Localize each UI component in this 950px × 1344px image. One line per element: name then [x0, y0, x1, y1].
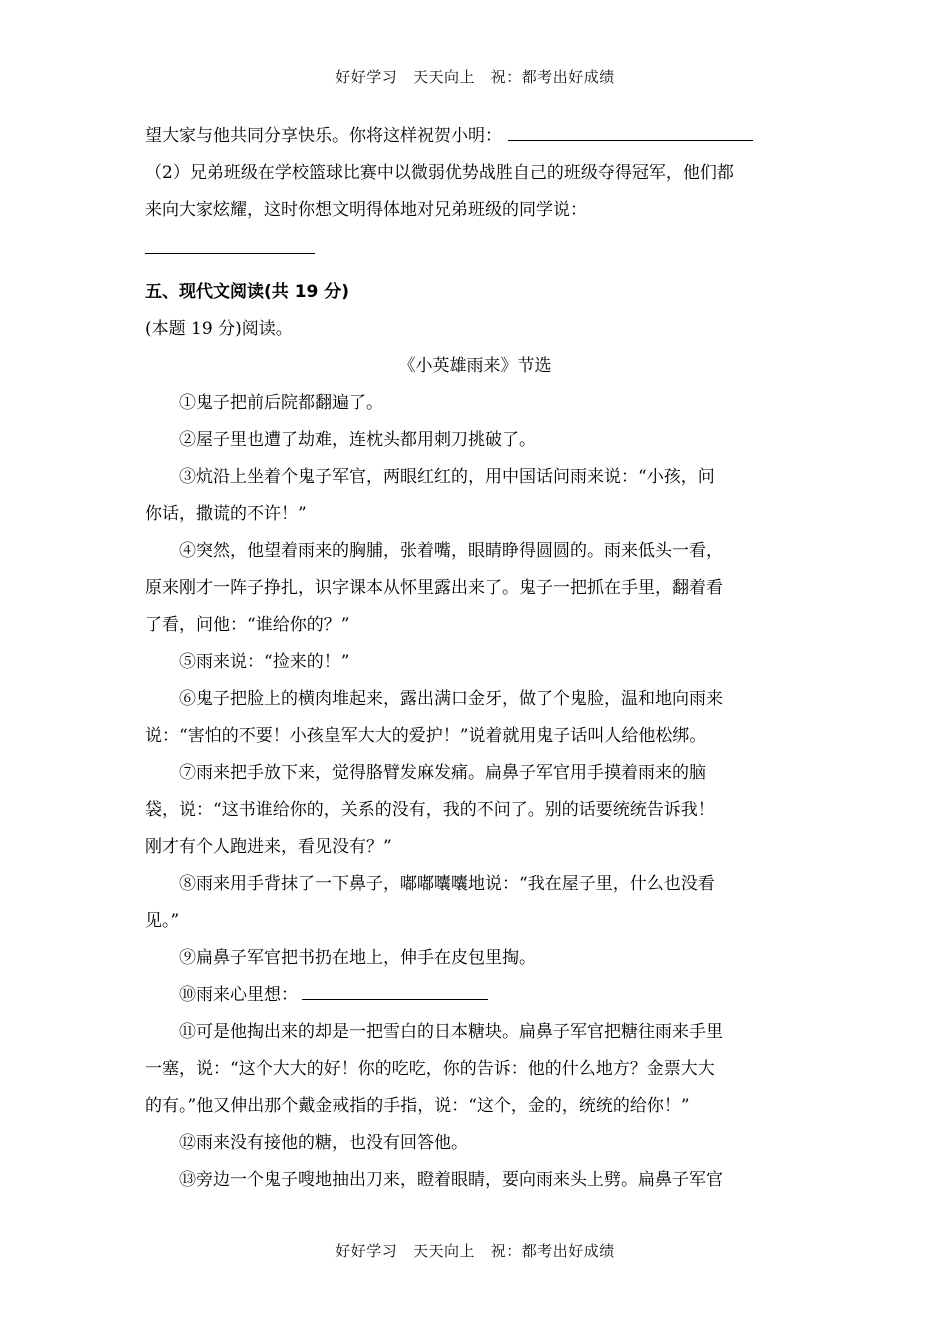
section5-title: 五、现代文阅读(共 19 分)	[145, 282, 350, 302]
question4-item2-line2: 来向大家炫耀，这时你想文明得体地对兄弟班级的同学说：	[145, 200, 587, 220]
header-text: 好好学习 天天向上 祝：都考出好成绩	[335, 68, 615, 86]
paragraph-7-line2: 袋，说：“这书谁给你的，关系的没有，我的不问了。别的话要统统告诉我！	[145, 800, 715, 820]
paragraph-10: ⑩雨来心里想：	[145, 977, 805, 1014]
paragraph-11-line2: 一塞，说：“这个大大的好！你的吃吃，你的告诉：他的什么地方？金票大大	[145, 1059, 715, 1079]
paragraph-8-line1: ⑧雨来用手背抹了一下鼻子，嘟嘟囔囔地说：“我在屋子里，什么也没看	[179, 874, 715, 894]
paragraph-7-line1: ⑦雨来把手放下来，觉得胳臂发麻发痛。扁鼻子军官用手摸着雨来的脑	[179, 763, 706, 783]
paragraph-8-line2: 见。”	[145, 911, 180, 931]
paragraph-1: ①鬼子把前后院都翻遍了。	[179, 393, 383, 413]
page-header	[0, 66, 950, 87]
paragraph-3-line2: 你话，撒谎的不许！”	[145, 504, 307, 524]
paragraph-2: ②屋子里也遭了劫难，连枕头都用刺刀挑破了。	[179, 430, 536, 450]
paragraph-11-line1: ⑪可是他掏出来的却是一把雪白的日本糖块。扁鼻子军官把糖往雨来手里	[179, 1022, 723, 1042]
paragraph-5: ⑤雨来说：“捡来的！”	[179, 652, 350, 672]
paragraph-6-line2: 说：“害怕的不要！小孩皇军大大的爱护！”说着就用鬼子话叫人给他松绑。	[145, 726, 707, 746]
question4-item2-line1: （2）兄弟班级在学校篮球比赛中以微弱优势战胜自己的班级夺得冠军，他们都	[145, 163, 734, 183]
paragraph-13-line1: ⑬旁边一个鬼子嗖地抽出刀来，瞪着眼睛，要向雨来头上劈。扁鼻子军官	[179, 1170, 723, 1190]
question4-line1: 望大家与他共同分享快乐。你将这样祝贺小明：	[145, 118, 805, 155]
page-footer	[0, 1240, 950, 1261]
answer-blank-line[interactable]	[145, 229, 805, 266]
paragraph-11-line3: 的有。”他又伸出那个戴金戒指的手指，说：“这个，金的，统统的给你！”	[145, 1096, 690, 1116]
paragraph-12: ⑫雨来没有接他的糖，也没有回答他。	[179, 1133, 468, 1153]
paragraph-3-line1: ③炕沿上坐着个鬼子军官，两眼红红的，用中国话问雨来说：“小孩，问	[179, 467, 715, 487]
paragraph-4-line1: ④突然，他望着雨来的胸脯，张着嘴，眼睛睁得圆圆的。雨来低头一看，	[179, 541, 723, 561]
paragraph-6-line1: ⑥鬼子把脸上的横肉堆起来，露出满口金牙，做了个鬼脸，温和地向雨来	[179, 689, 723, 709]
document-body	[145, 118, 805, 1199]
answer-blank-yulai-thought[interactable]	[302, 985, 488, 1000]
footer-text: 好好学习 天天向上 祝：都考出好成绩	[335, 1242, 615, 1260]
answer-blank-congrats[interactable]	[508, 126, 753, 141]
paragraph-9: ⑨扁鼻子军官把书扔在地上，伸手在皮包里掏。	[179, 948, 536, 968]
paragraph-4-line3: 了看，问他：“谁给你的？”	[145, 615, 350, 635]
article-title: 《小英雄雨来》节选	[398, 356, 552, 376]
section5-instruction: (本题 19 分)阅读。	[145, 319, 293, 339]
paragraph-4-line2: 原来刚才一阵子挣扎，识字课本从怀里露出来了。鬼子一把抓在手里，翻着看	[145, 578, 723, 598]
paragraph-7-line3: 刚才有个人跑进来，看见没有？”	[145, 837, 392, 857]
